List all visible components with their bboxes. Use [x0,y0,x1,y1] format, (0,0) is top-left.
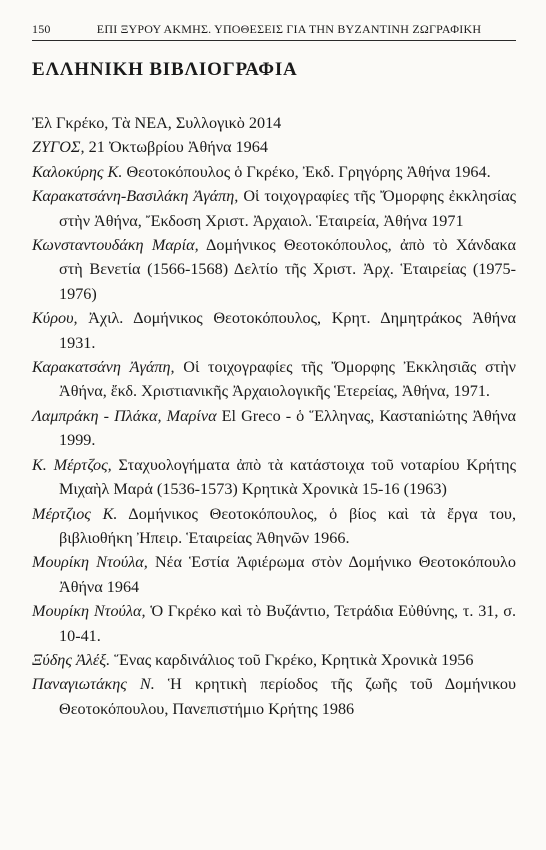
bibliography-entry [32,453,516,502]
entry-text: Δομήνικος Θεοτοκόπουλος, ἀπὸ τὸ Χάνδακα στὴ Βενετία (1566-1568) Δελτίο τῆς Χριστ. Ἀρχ. Ἑταιρείας (1975-1976) [59,236,516,303]
entry-text: Θεοτοκόπουλος ὁ Γκρέκο, Ἐκδ. Γρηγόρης Ἀθήνα 1964. [122,162,491,181]
bibliography-entry [32,502,516,551]
entry-author: Κ. Μέρτζος, [32,455,112,474]
entry-author: Ξύδης Ἀλέξ. [32,650,111,669]
bibliography-entry [32,160,516,184]
entry-text: Ἕνας καρδινάλιος τοῦ Γκρέκο, Κρητικὰ Χρονικὰ 1956 [110,650,474,669]
bibliography-entry [32,550,516,599]
bibliography-entry [32,184,516,233]
bibliography-entry [32,355,516,404]
entry-author: Κύρου, [32,309,78,328]
entry-author: Καρακατσάνη-Βασιλάκη Ἀγάπη, [32,187,239,206]
entry-author: Καλοκύρης Κ. [32,162,123,181]
entry-text: Ἐλ Γκρέκο, Τὰ ΝΕΑ, Συλλογικὸ 2014 [32,114,282,132]
bibliography-entry [32,599,516,648]
entry-text: Ἀχιλ. Δομήνικος Θεοτοκόπουλος, Κρητ. Δημητράκος Ἀθήνα 1931. [59,309,516,352]
entry-author: Λαμπράκη - Πλάκα, Μαρίνα [32,406,217,425]
bibliography-entry [32,135,516,159]
bibliography-entry [32,404,516,453]
running-title: ΕΠΙ ΞΥΡΟΥ ΑΚΜΗΣ. ΥΠΟΘΕΣΕΙΣ ΓΙΑ ΤΗΝ ΒΥΖΑΝΤΙΝΗ ΖΩΓΡΑΦΙΚΗ [96,22,482,36]
bibliography-entry [32,672,516,721]
entry-text: Δομήνικος Θεοτοκόπουλος, ὁ βίος καὶ τὰ ἔργα του, βιβλιοθήκη Ἠπειρ. Ἑταιρείας Ἀθηνῶν 1966. [59,504,516,547]
entry-text: Ὁ Γκρέκο καὶ τὸ Βυζάντιο, Τετράδια Εὐθύνης, τ. 31, σ. 10-41. [59,602,517,645]
entry-author: Μέρτζιος Κ. [32,504,118,523]
running-head [32,0,516,41]
bibliography-entry [32,111,516,135]
entry-author: Κωνσταντουδάκη Μαρία, [32,236,199,255]
bibliography-list [32,111,516,721]
entry-author: Μουρίκη Ντούλα, [32,602,146,621]
entry-author: Παναγιωτάκης Ν. [32,675,155,694]
entry-text: Ἡ κρητικὴ περίοδος τῆς ζωῆς τοῦ Δομήνικου Θεοτοκόπουλου, Πανεπιστήμιο Κρήτης 1986 [59,675,516,718]
bibliography-entry [32,233,516,306]
page-number: 150 [32,22,51,36]
entry-author: Καρακατσάνη Ἀγάπη, [32,358,175,377]
section-heading: ΕΛΛΗΝΙΚΗ ΒΙΒΛΙΟΓΡΑΦΙΑ [32,59,298,80]
entry-text: 21 Ὀκτωβρίου Ἀθήνα 1964 [84,138,268,157]
bibliography-entry [32,306,516,355]
entry-text: Οἱ τοιχογραφίες τῆς Ὄμορφης Ἐκκλησιᾶς στὴν Ἀθήνα, ἔκδ. Χριστιανικῆς Ἀρχαιολογικῆς Ἑτερείας, Ἀθήνα, 1971. [59,358,516,401]
entry-author: ΖΥΓΟΣ, [32,138,85,157]
entry-text: Σταχυολογήματα ἀπὸ τὰ κατάστοιχα τοῦ νοταρίου Κρήτης Μιχαὴλ Μαρά (1536-1573) Κρητικὰ Χρονικὰ 15-16 (1963) [59,455,516,499]
entry-text: Οἱ τοιχογραφίες τῆς Ὄμορφης ἐκκλησίας στὴν Ἀθήνα, Ἔκδοση Χριστ. Ἀρχαιολ. Ἑταιρεία, Ἀθήνα 1971 [59,187,516,230]
bibliography-entry [32,648,516,672]
entry-author: Μουρίκη Ντούλα, [32,553,148,572]
entry-text: El Greco - ὁ Ἕλληνας, Κασταniώτης Ἀθήνα 1999. [59,406,516,450]
entry-text: Νέα Ἑστία Ἀφιέρωμα στὸν Δομήνικο Θεοτοκόπουλο Ἀθήνα 1964 [59,553,516,596]
